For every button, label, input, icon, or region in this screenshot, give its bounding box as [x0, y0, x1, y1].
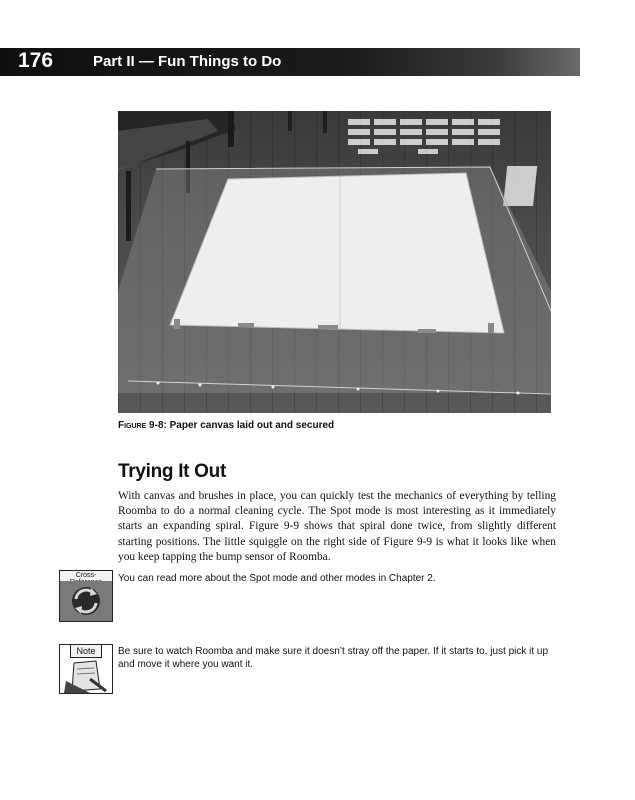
note-box: [59, 644, 113, 694]
cross-reference-text: You can read more about the Spot mode and other modes in Chapter 2.: [118, 573, 436, 584]
part-title: Part II — Fun Things to Do: [93, 53, 282, 70]
note-text: Be sure to watch Roomba and make sure it doesn’t stray off the paper. If it starts to, just pick it up and move it where you want it.: [118, 646, 549, 670]
paper-canvas-photo-icon: [118, 111, 551, 413]
figure-label: Figure 9-8:: [118, 420, 167, 431]
body-paragraph: With canvas and brushes in place, you can quickly test the mechanics of everything by telling Roomba to do a normal cleaning cycle. The Spot mode is most interesting as it immediately starts an expanding spiral. Figure 9-9 shows that spiral done twice, from slightly different starting positions. The little squiggle on the right side of Figure 9-9 is what it looks like when you keep tapping the bump sensor of Roomba.: [118, 490, 556, 563]
note-label: Note: [70, 645, 102, 658]
section-heading: Trying It Out: [118, 461, 226, 482]
cross-reference-box: [59, 570, 113, 622]
figure-caption: [118, 420, 334, 431]
figure-caption-text: Paper canvas laid out and secured: [169, 420, 335, 431]
note-paper-icon: [60, 659, 112, 693]
recycle-arrows-icon: [60, 581, 112, 621]
chapter-header-bar: [0, 48, 580, 76]
page-number: 176: [18, 49, 54, 72]
cross-reference-label: Cross-: [60, 571, 112, 588]
figure-photo: [118, 111, 551, 413]
